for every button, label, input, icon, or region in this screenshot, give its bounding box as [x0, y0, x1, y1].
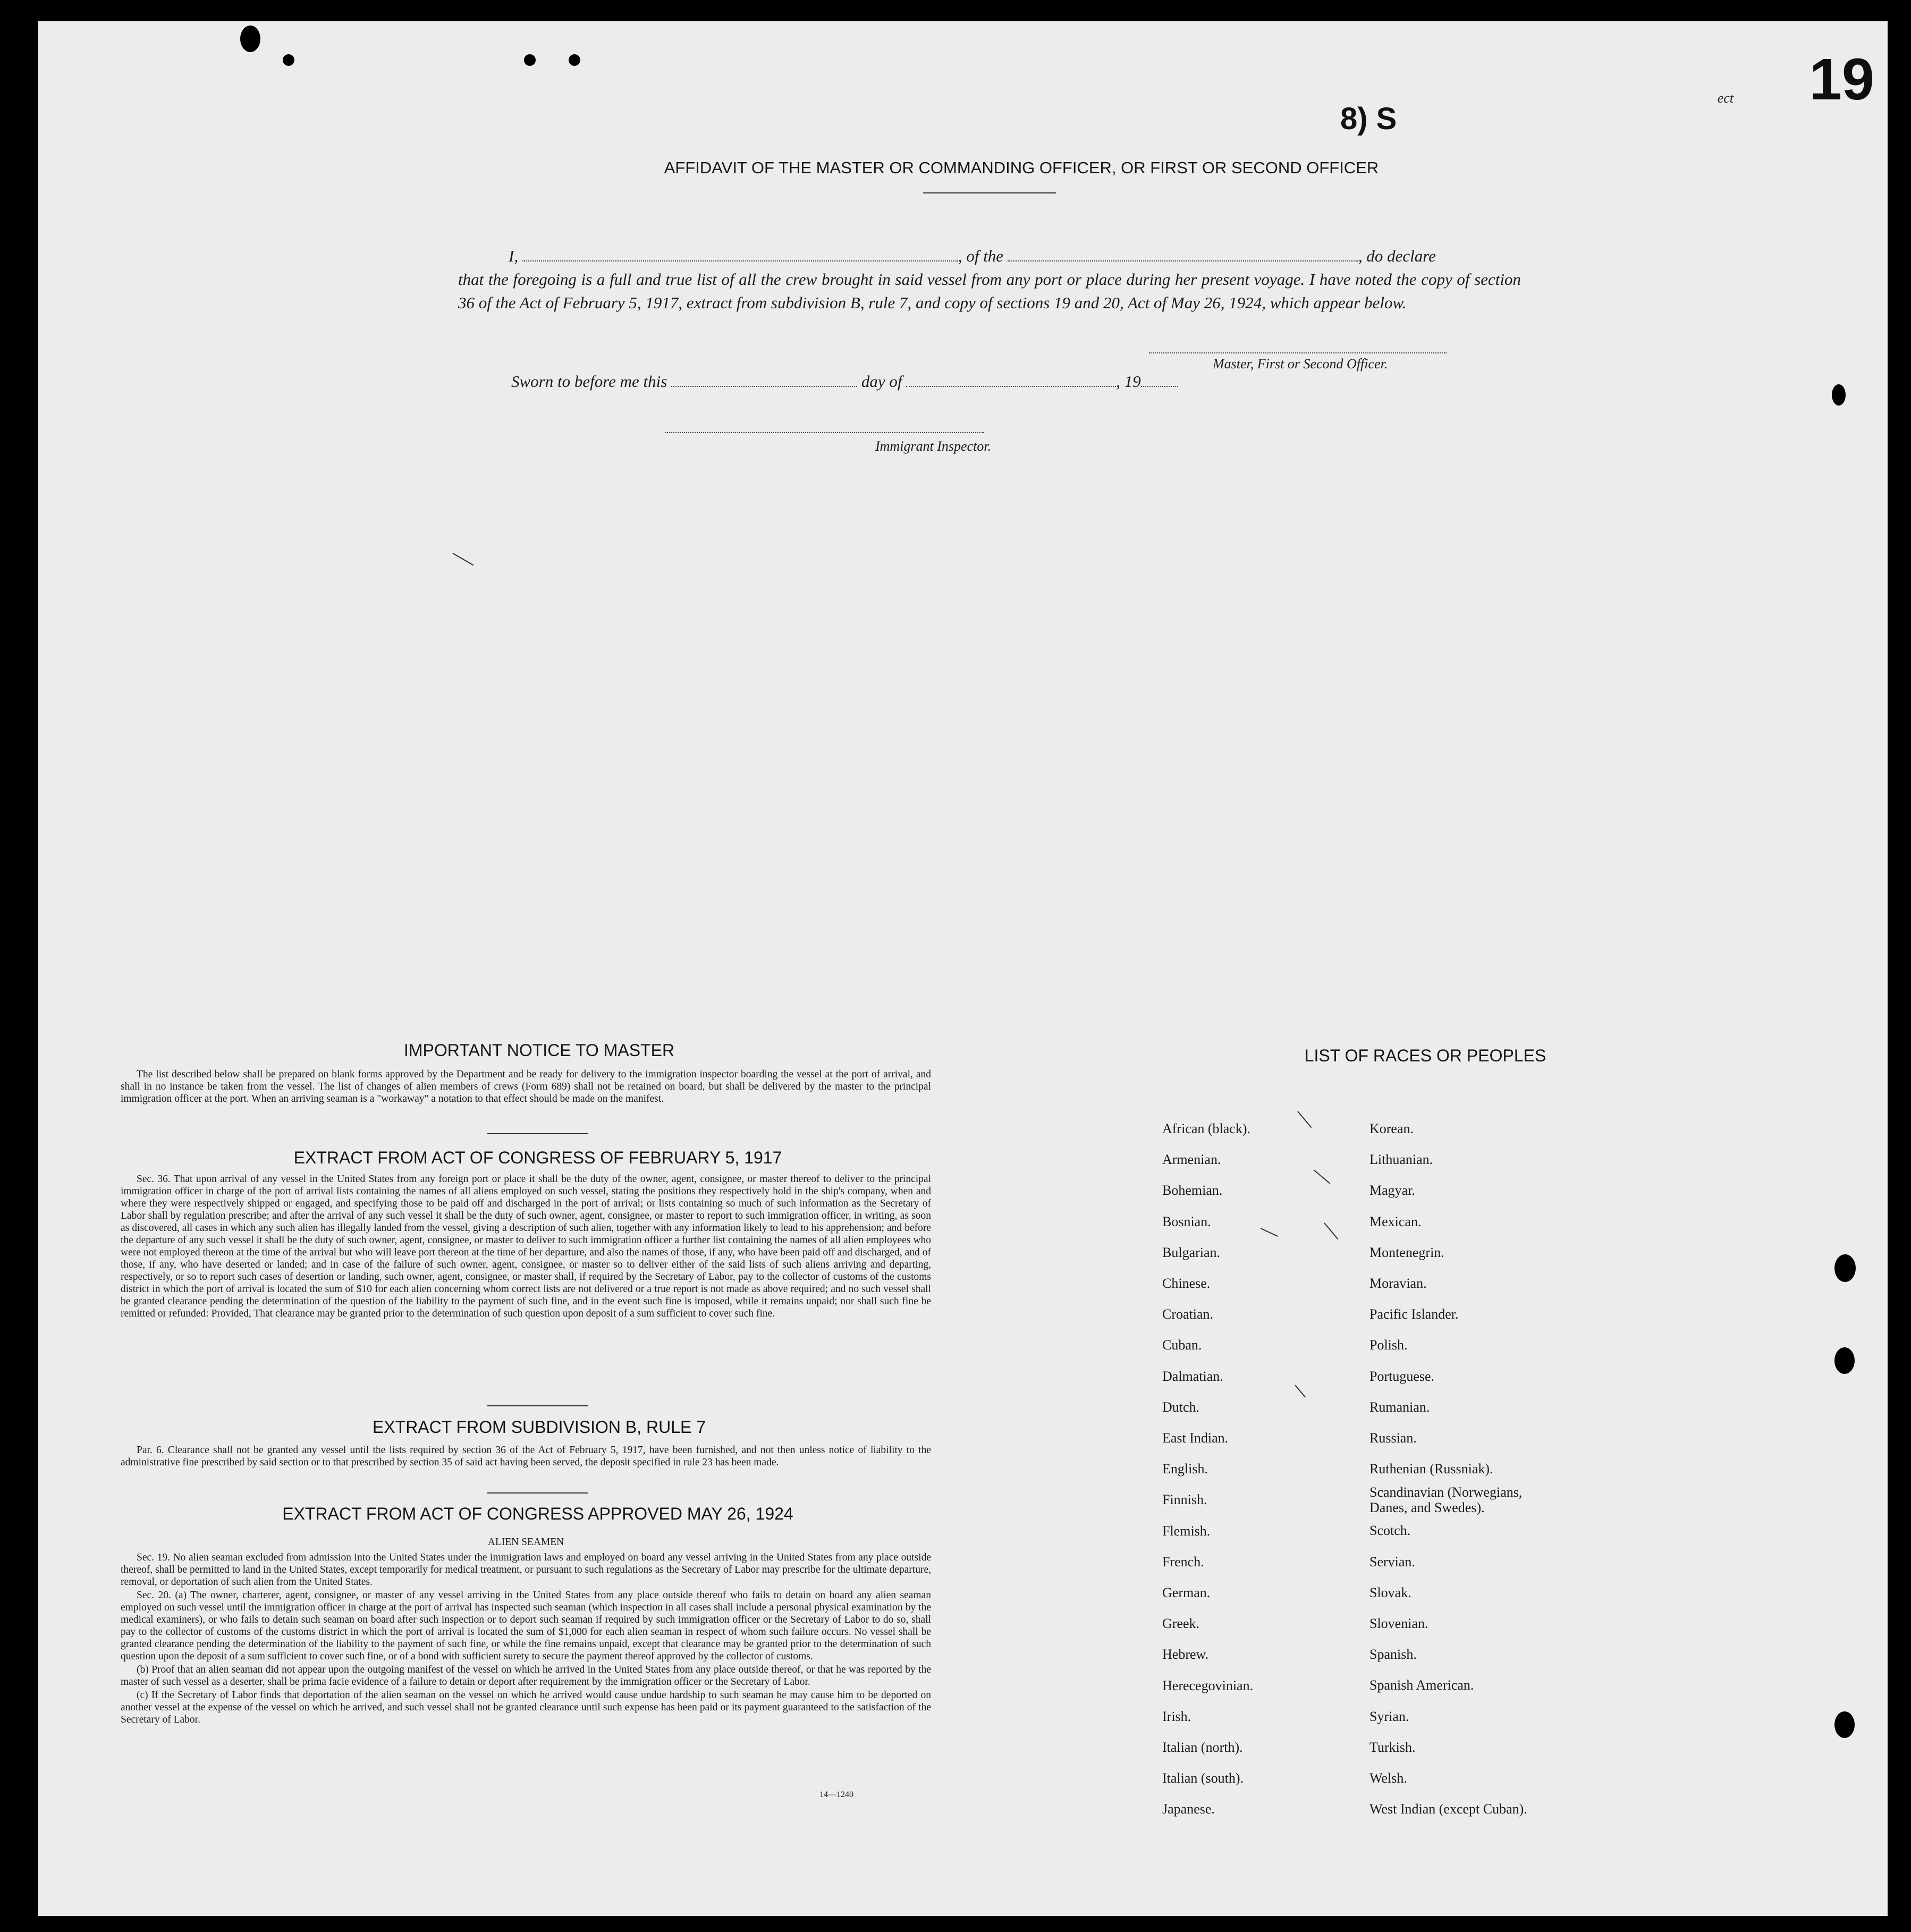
- punch-hole: [569, 54, 580, 66]
- race-item: Moravian.: [1369, 1276, 1427, 1292]
- race-item: Korean.: [1369, 1121, 1414, 1136]
- title-rule: [923, 192, 1056, 193]
- race-item: Italian (south).: [1162, 1770, 1244, 1786]
- race-item: Bosnian.: [1162, 1213, 1211, 1229]
- punch-hole: [524, 54, 536, 66]
- race-item: Croatian.: [1162, 1306, 1214, 1322]
- declaration-do-declare: , do declare: [1358, 247, 1436, 265]
- race-item: West Indian (except Cuban).: [1369, 1801, 1527, 1817]
- race-item: Mexican.: [1369, 1213, 1422, 1229]
- inspector-label: Immigrant Inspector.: [875, 438, 992, 454]
- race-item: Hebrew.: [1162, 1647, 1209, 1663]
- punch-hole: [1834, 1347, 1855, 1374]
- sworn-date-field[interactable]: [671, 372, 857, 387]
- race-item: French.: [1162, 1554, 1204, 1570]
- alien-seamen-subtitle: ALIEN SEAMEN: [487, 1537, 564, 1548]
- sworn-year-field[interactable]: [1141, 372, 1178, 387]
- form-number: 14—1240: [819, 1790, 853, 1799]
- race-item: German.: [1162, 1585, 1211, 1601]
- sec-20a-paragraph: Sec. 20. (a) The owner, charterer, agent, consignee, or master of any vessel arriving in the United States from any place outside thereof who fails to detain on board any alien seaman employed on such vessel until the immigration officer in charge at the port of arrival has inspected such seaman (which inspection in all cases shall include a personal physical examination by the medical examiners), or who fails to detain such seaman on board after such inspection or to deport such seaman if required by such immigration officer or the Secretary of Labor to do so, shall pay to the collector of customs of the customs district in which the port of arrival is located the sum of $1,000 for each alien seaman in respect of whom such failure occurs. No vessel shall be granted clearance pending the determination of the liability to the payment of such fine, or while the fine remains unpaid, except that clearance may be granted prior to the determination of such question upon the deposit of a sum sufficient to cover such fine, or of a bond with sufficient surety to secure the payment thereof approved by the collector of customs.: [121, 1590, 931, 1662]
- race-item: Portuguese.: [1369, 1368, 1435, 1384]
- sec-36-paragraph: Sec. 36. That upon arrival of any vessel in the United States from any foreign port or place it shall be the duty of the owner, agent, consignee, or master thereof to deliver to the principal immigration officer in charge of the port of arrival lists containing the names of all aliens employed on such vessel, stating the positions they respectively hold in the ship's company, when and where they were respectively shipped or engaged, and specifying those to be paid off and discharged in the port of arrival; or lists containing so much of such information as the Secretary of Labor shall by regulation prescribe; and after the arrival of any such vessel it shall be the duty of such owner, agent, consignee, or master to report to such immigration officer, in writing, as soon as discovered, all cases in which any such alien has illegally landed from the vessel, giving a description of such alien, together with any information likely to lead to his apprehension; and before the departure of any such vessel it shall be the duty of such owner, agent, consignee, or master to deliver to such immigration officer a further list containing the names of all alien employees who were not employed thereon at the time of the arrival but who will leave port thereon at the time of her departure, and also the names of those, if any, who have been paid off and discharged, and of those, if any, who have deserted or landed; and in case of the failure of such owner, agent, consignee, or master so to deliver either of the said lists of such aliens arriving and departing, respectively, or so to report such cases of desertion or landing, such owner, agent, consignee, or master shall, if required by the Secretary of Labor, pay to the collector of customs of the customs district in which the port of arrival is located the sum of $10 for each alien concerning whom correct lists are not delivered or a true report is not made as above required; and no such vessel shall be granted clearance pending the determination of the question of the liability to the payment of such fine, and in the event such fine is imposed, while it remains unpaid; nor shall such fine be remitted or refunded: Provided, That clearance may be granted prior to the determination of such question upon deposit of a sum sufficient to cover such fine.: [121, 1174, 931, 1319]
- race-item: Lithuanian.: [1369, 1152, 1433, 1168]
- race-item: Cuban.: [1162, 1337, 1202, 1353]
- race-item: Spanish American.: [1369, 1677, 1474, 1693]
- race-item: Bohemian.: [1162, 1183, 1223, 1199]
- race-item: East Indian.: [1162, 1430, 1229, 1446]
- extract-1924-text: [121, 1533, 931, 1727]
- sec-19-paragraph: Sec. 19. No alien seaman excluded from admission into the United States under the immigration laws and employed on board any vessel arriving in the United States from any place outside thereof, shall be permitted to land in the United States, except temporarily for medical treatment, or pursuant to such regulations as the Secretary of Labor may prescribe for the ultimate departure, removal, or deportation of such alien from the United States.: [121, 1552, 931, 1588]
- sec-20c-paragraph: (c) If the Secretary of Labor finds that deportation of the alien seaman on the vessel on which he arrived would cause undue hardship to such seaman he may cause him to be deported on another vessel at the expense of the vessel on which he arrived, and such vessel shall not be granted clearance until such expense has been paid or its payment guaranteed to the satisfaction of the Secretary of Labor.: [121, 1690, 931, 1725]
- affidavit-body: [458, 244, 1521, 315]
- race-item: Pacific Islander.: [1369, 1306, 1459, 1322]
- race-item: African (black).: [1162, 1121, 1251, 1136]
- name-field[interactable]: [522, 247, 958, 261]
- extract-1924-title: EXTRACT FROM ACT OF CONGRESS APPROVED MAY 26, 1924: [282, 1504, 793, 1523]
- race-item: Servian.: [1369, 1554, 1415, 1570]
- race-item: Chinese.: [1162, 1276, 1211, 1292]
- bleed-through-watermark: [137, 85, 162, 189]
- race-item: Slovak.: [1369, 1584, 1411, 1600]
- race-item: Spanish.: [1369, 1647, 1417, 1663]
- pencil-mark: [1313, 1169, 1330, 1184]
- section-rule: [487, 1492, 588, 1494]
- race-item: Irish.: [1162, 1708, 1191, 1724]
- race-item: Finnish.: [1162, 1492, 1207, 1508]
- declaration-text: that the foregoing is a full and true list of all the crew brought in said vessel from any port or place during her present voyage. I have noted the copy of section 36 of the Act of February 5, 1917, extract from subdivision B, rule 7, and copy of sections 19 and 20, Act of May 26, 1924, which appear below.: [458, 270, 1521, 312]
- race-item: Turkish.: [1369, 1739, 1416, 1755]
- stamp-mark: 8) S: [1340, 102, 1397, 136]
- sec-20b-paragraph: (b) Proof that an alien seaman did not appear upon the outgoing manifest of the vessel on which he arrived in the United States from any place outside thereof, or that he was reported by the master of such vessel as a deserter, shall be prima facie evidence of a failure to detain or deport after requirement by the immigration officer or the Secretary of Labor.: [121, 1664, 931, 1688]
- race-item: Scandinavian (Norwegians, Danes, and Swedes).: [1369, 1484, 1523, 1516]
- declaration-line: [458, 244, 1521, 268]
- sworn-year-prefix: , 19: [1116, 372, 1141, 391]
- punch-hole: [283, 54, 294, 66]
- pencil-mark: [1261, 1228, 1278, 1237]
- pencil-mark: [1297, 1111, 1312, 1128]
- master-label: Master, First or Second Officer.: [1213, 356, 1388, 372]
- pencil-mark: [1295, 1385, 1306, 1397]
- sworn-row: [511, 372, 1178, 391]
- race-item: Syrian.: [1369, 1708, 1409, 1724]
- pencil-mark: [453, 553, 474, 566]
- declaration-of-the: , of the: [958, 247, 1004, 265]
- extract-1917-title: EXTRACT FROM ACT OF CONGRESS OF FEBRUARY 5, 1917: [293, 1148, 782, 1167]
- inspector-signature-line[interactable]: [665, 432, 984, 433]
- extract-1917-text: [121, 1173, 931, 1321]
- race-item: English.: [1162, 1461, 1208, 1477]
- sworn-month-field[interactable]: [906, 372, 1116, 387]
- affidavit-title: AFFIDAVIT OF THE MASTER OR COMMANDING OFFICER, OR FIRST OR SECOND OFFICER: [664, 158, 1379, 177]
- race-item: Flemish.: [1162, 1523, 1211, 1539]
- race-item: Magyar.: [1369, 1183, 1415, 1199]
- race-item: Polish.: [1369, 1337, 1408, 1353]
- notice-title: IMPORTANT NOTICE TO MASTER: [403, 1041, 675, 1060]
- race-item: Welsh.: [1369, 1770, 1407, 1786]
- races-title: LIST OF RACES OR PEOPLES: [1304, 1046, 1546, 1065]
- punch-hole: [1834, 1711, 1855, 1738]
- rule-7-text: [121, 1444, 931, 1470]
- race-item: Scotch.: [1369, 1523, 1411, 1539]
- race-item: Slovenian.: [1369, 1616, 1428, 1632]
- races-right-column: [1369, 1113, 1561, 1825]
- punch-hole: [1834, 1254, 1856, 1282]
- races-left-column: [1162, 1113, 1253, 1825]
- pencil-mark: [1324, 1222, 1338, 1239]
- race-item: Montenegrin.: [1369, 1244, 1444, 1260]
- corner-note: ect: [1717, 90, 1734, 106]
- sworn-text: Sworn to before me this: [511, 372, 667, 391]
- race-item: Armenian.: [1162, 1152, 1221, 1168]
- bleed-through-text: [336, 101, 344, 136]
- race-item: Ruthenian (Russniak).: [1369, 1461, 1493, 1477]
- race-item: Dutch.: [1162, 1399, 1200, 1415]
- race-item: Dalmatian.: [1162, 1368, 1223, 1384]
- race-item: Bulgarian.: [1162, 1244, 1221, 1260]
- race-item: Greek.: [1162, 1616, 1200, 1632]
- notice-text: [121, 1068, 931, 1106]
- master-signature-line[interactable]: [1149, 352, 1447, 353]
- vessel-field[interactable]: [1008, 247, 1358, 261]
- document-page: [38, 21, 1888, 1916]
- notice-paragraph: The list described below shall be prepared on blank forms approved by the Department and be ready for delivery to the immigration inspector boarding the vessel at the port of arrival, and shall in no instance be taken from the vessel. The list of changes of alien members of crews (Form 689) shall not be retained on board, but shall be delivered by the master to the principal immigration officer at the port. When an arriving seaman is a "workaway" a notation to that effect should be made on the manifest.: [121, 1069, 931, 1104]
- race-item: Rumanian.: [1369, 1399, 1430, 1415]
- punch-hole: [1832, 384, 1846, 406]
- rule-7-title: EXTRACT FROM SUBDIVISION B, RULE 7: [372, 1418, 706, 1437]
- race-item: Herecegovinian.: [1162, 1677, 1254, 1693]
- declaration-i: I,: [509, 247, 519, 265]
- section-rule: [487, 1405, 588, 1406]
- rule-7-paragraph: Par. 6. Clearance shall not be granted any vessel until the lists required by section 36 of the Act of February 5, 1917, have been furnished, and not then unless notice of liability to the administrative fine prescribed by said section or to that prescribed by section 35 of said act having been served, the deposit specified in rule 23 has been made.: [121, 1445, 931, 1468]
- race-item: Japanese.: [1162, 1801, 1215, 1817]
- section-rule: [487, 1133, 588, 1134]
- punch-hole: [240, 26, 260, 52]
- race-item: Russian.: [1369, 1430, 1417, 1446]
- page-number-mark: 19: [1809, 47, 1874, 112]
- sworn-day-of: day of: [861, 372, 902, 391]
- race-item: Italian (north).: [1162, 1740, 1243, 1756]
